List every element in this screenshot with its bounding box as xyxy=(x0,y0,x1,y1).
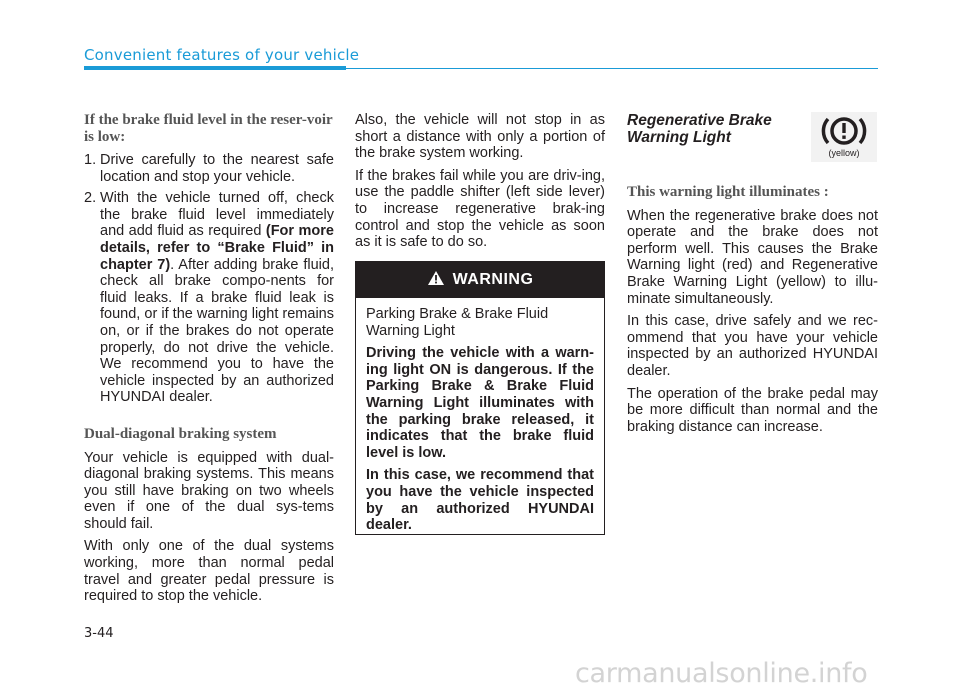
section-divider xyxy=(346,68,878,69)
section-accent-bar xyxy=(84,66,346,70)
section-title: Convenient features of your vehicle xyxy=(84,46,360,64)
step-2-reference: (For more details, refer to “Brake Fluid” in chapter 7) xyxy=(100,223,334,273)
dual-diagonal-para-2: With only one of the dual systems working, more than normal pedal travel and greater pedal pressure is required to stop the vehicle. xyxy=(84,538,334,605)
low-fluid-heading: If the brake fluid level in the reser-voir is low: xyxy=(84,112,333,145)
regen-para-3: The operation of the brake pedal may be more difficult than normal and the braking distance can increase. xyxy=(627,385,878,435)
step-2 xyxy=(84,190,334,406)
warning-header xyxy=(356,262,604,298)
step-2-text-b: . After adding brake fluid, check all brake compo-nents for fluid leaks. If a brake fluid leak is found, or if the warning light remains on, or if the brakes do not operate properly, do not drive the vehicle. We recommend you to have the vehicle inspected by an authorized HYUNDAI dealer. xyxy=(100,256,334,406)
dual-diagonal-para-1: Your vehicle is equipped with dual-diagonal braking systems. This means you still have braking on two wheels even if one of the dual sys-tems should fail. xyxy=(84,449,334,532)
regen-para-1: When the regenerative brake does not operate and the brake does not perform well. This causes the Brake Warning light (red) and Regenerative Brake Warning Light (yellow) to illu-minate simultaneously. xyxy=(627,207,878,307)
page-number: 3-44 xyxy=(84,626,114,641)
column-1 xyxy=(84,112,334,605)
warning-box xyxy=(355,261,605,535)
step-2-text-a: With the vehicle turned off, check the brake fluid level immediately and add fluid as required xyxy=(100,190,334,240)
warning-title: WARNING xyxy=(452,271,534,288)
step-2-text xyxy=(100,190,334,406)
icon-caption: (yellow) xyxy=(828,148,860,158)
step-2-number: 2. xyxy=(84,190,97,207)
warning-body xyxy=(356,298,604,534)
illuminates-heading: This warning light illuminates : xyxy=(627,184,829,200)
step-1 xyxy=(84,152,334,185)
step-1-text: Drive carefully to the nearest safe location and stop your vehicle. xyxy=(100,152,334,185)
step-1-number: 1. xyxy=(84,152,97,168)
regen-brake-title-line-2: Warning Light xyxy=(627,129,731,146)
watermark: carmanualsonline.info xyxy=(575,658,868,689)
warning-para-2: In this case, we recommend that you have the vehicle inspected by an authorized HYUNDAI dealer. xyxy=(366,467,594,534)
regenerative-brake-warning-icon xyxy=(811,112,877,162)
column-2 xyxy=(355,112,605,251)
partial-brake-para: Also, the vehicle will not stop in as short a distance with only a portion of the brake system working. xyxy=(355,112,605,162)
regen-para-2: In this case, drive safely and we rec-ommend that you have your vehicle inspected by an authorized HYUNDAI dealer. xyxy=(627,313,878,379)
warning-subtitle: Parking Brake & Brake Fluid Warning Light xyxy=(366,306,549,339)
brake-fail-para: If the brakes fail while you are driv-ing, use the paddle shifter (left side lever) to increase regenerative brak-ing control and stop the vehicle as soon as it is safe to do so. xyxy=(355,167,605,251)
dual-diagonal-heading: Dual-diagonal braking system xyxy=(84,425,277,442)
regen-brake-title-line-1: Regenerative Brake xyxy=(627,112,772,129)
warning-triangle-icon xyxy=(427,270,445,291)
warning-para-1: Driving the vehicle with a warn-ing light ON is dangerous. If the Parking Brake & Brake Fluid Warning Light illuminates with the parking brake released, it indicates that the brake fluid level is low. xyxy=(366,345,594,461)
